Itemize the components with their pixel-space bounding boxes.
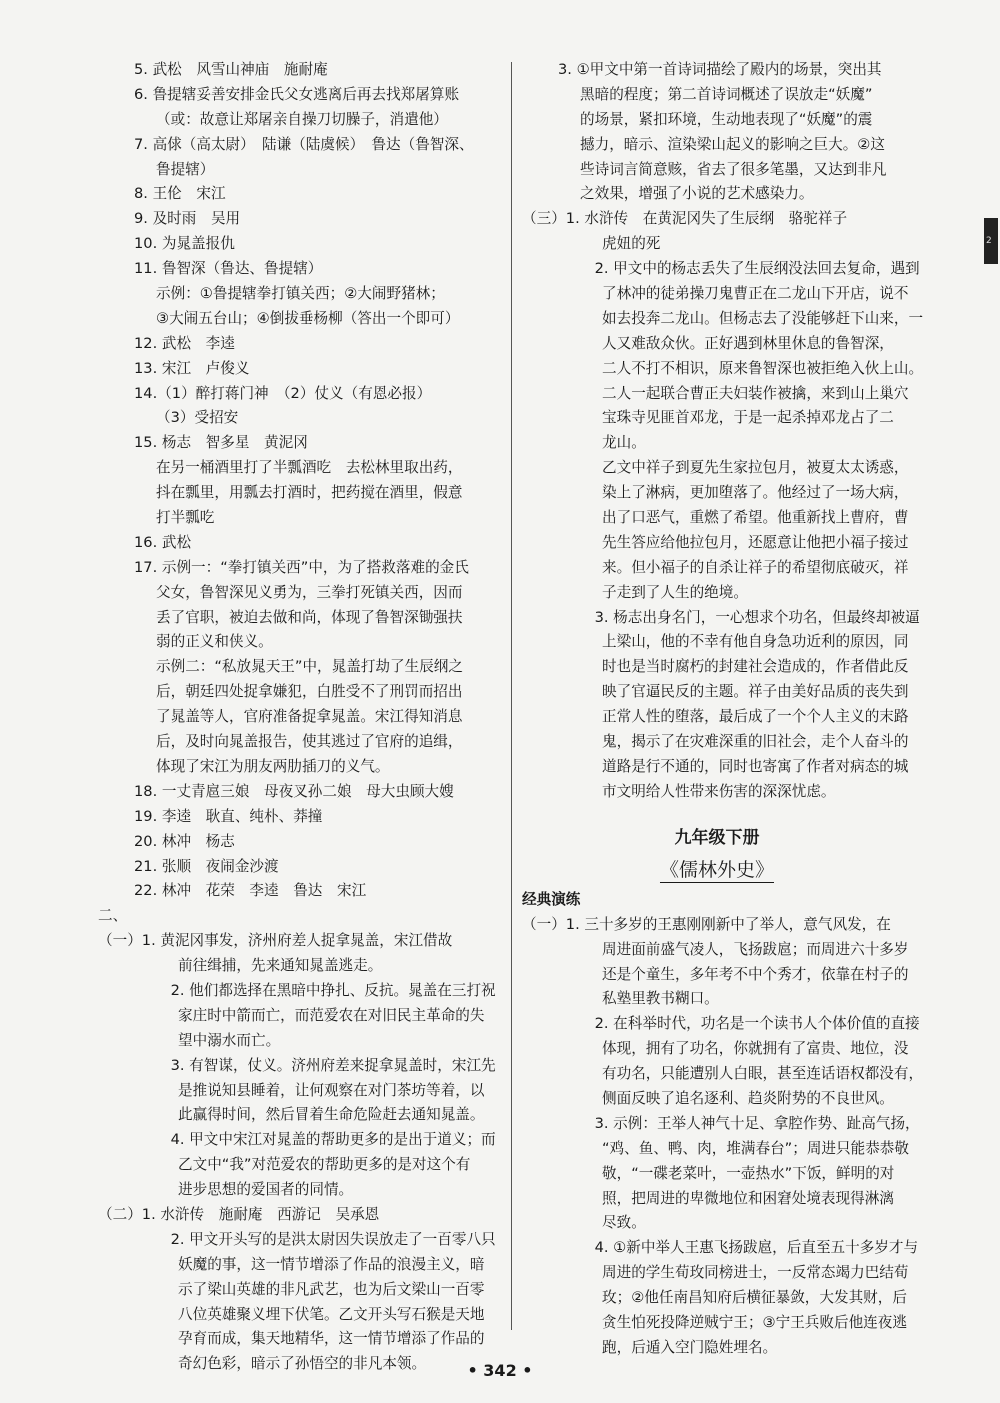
answer-line: 时也是当时腐朽的封建社会造成的，作者借此反 [602,658,909,676]
answer-line: 尽致。 [602,1214,646,1232]
answer-line: 乙文中“我”对范爱农的帮助更多的是对这个有 [178,1156,471,1174]
answer-line: 2. 在科举时代，功名是一个读书人个体价值的直接 [580,1015,920,1033]
answer-line: 示了梁山英雄的非凡武艺，也为后文梁山一百零 [178,1280,485,1298]
answer-line: 宝珠寺见匪首邓龙，于是一起杀掉邓龙占了二 [602,409,894,427]
answer-line: 3. ①甲文中第一首诗词描绘了殿内的场景，突出其 [558,61,882,78]
right-column [522,58,924,1361]
answer-line: 鬼，揭示了在灾难深重的旧社会，走个人奋斗的 [602,733,909,751]
book-title: 《儒林外史》 [659,858,774,881]
edge-tab-label: 2 [986,236,992,246]
answer-line: 出了口恶气，重燃了希望。他重新找上曹府，曹 [602,509,909,527]
answer-line: 玫；②他任南昌知府后横征暴敛，大发其财，后 [602,1289,907,1307]
answer-line: 八位英雄聚义埋下伏笔。乙文开头写石猴是天地 [178,1305,485,1323]
answer-line: 17. 示例一：“拳打镇关西”中，为了搭救落难的金氏 [134,558,469,576]
answer-line: 道路是行不通的，同时也寄寓了作者对病态的城 [602,757,909,775]
answer-line: 4. 甲文中宋江对晁盖的帮助更多的是出于道义；而 [156,1131,496,1149]
answer-line: 13. 宋江 卢俊义 [134,359,250,377]
answer-line: 此赢得时间，然后冒着生命危险赶去通知晁盖。 [178,1106,485,1124]
answer-line: 4. ①新中举人王惠飞扬跋扈，后直至五十多岁才与 [580,1239,919,1257]
answer-line: 望中溺水而亡。 [178,1031,281,1049]
answer-line: 鲁提辖） [156,160,215,178]
answer-line: 后，朝廷四处捉拿嫌犯，白胜受不了刑罚而招出 [156,683,463,701]
answer-line: 在另一桶酒里打了半瓢酒吃 去松林里取出药， [156,459,463,477]
answer-line: 二人一起联合曹正夫妇装作被擒，来到山上巢穴 [602,384,909,402]
answer-line: 染上了淋病，更加堕落了。他经过了一场大病， [602,484,909,502]
right-column-practice [522,913,924,1361]
column-divider [511,62,512,1330]
answer-line: 子走到了人生的绝境。 [602,583,748,601]
answer-line: 示例：①鲁提辖拳打镇关西；②大闹野猪林； [156,285,445,303]
answer-line: 8. 王伦 宋江 [134,185,226,203]
right-column-answers [522,58,924,805]
answer-line: 黑暗的程度；第二首诗词概述了误放走“妖魔” [580,85,873,103]
answer-line: 映了官逼民反的主题。祥子由美好品质的丧失到 [602,683,909,701]
answer-line: 周进的学生荀玫同榜进士，一反常态竭力巴结荀 [602,1264,909,1282]
answer-line: 12. 武松 李逵 [134,334,235,352]
answer-line: 是推说知县睡着，让何观察在对门茶坊等着，以 [178,1081,485,1099]
answer-line: 照，把周进的卑微地位和困窘处境表现得淋漓 [602,1189,894,1207]
answer-line: 父女，鲁智深见义勇为，三拳打死镇关西，因而 [156,583,463,601]
answer-line: 贪生怕死投降逆贼宁王；③宁王兵败后他连夜逃 [602,1313,907,1331]
answer-line: 5. 武松 风雪山神庙 施耐庵 [134,61,328,78]
answer-line: 19. 李逵 耿直、纯朴、莽撞 [134,807,323,825]
answer-line: 后，及时向晁盖报告，使其逃过了官府的追缉， [156,733,463,751]
answer-line: 弱的正义和侠义。 [156,633,273,651]
answer-line: 21. 张顺 夜闹金沙渡 [134,857,279,875]
answer-line: （一）1. 三十多岁的王惠刚刚新中了举人，意气风发，在 [522,915,891,933]
answer-line: （或：故意让郑屠亲自操刀切臊子，消遣他） [156,110,448,128]
answer-line: 家庄时中箭而亡，而范爱农在对旧民主革命的失 [178,1006,485,1024]
answer-line: 些诗词言简意赅，省去了很多笔墨，又达到非凡 [580,160,887,178]
answer-line: （3）受招安 [156,409,239,427]
answer-line: 跑，后遁入空门隐姓埋名。 [602,1338,778,1356]
left-column [98,58,503,1377]
answer-line: 15. 杨志 智多星 黄泥冈 [134,434,308,452]
page-number: • 342 • [467,1361,533,1380]
answer-line: 人又难敌众伙。正好遇到林里休息的鲁智深， [602,334,894,352]
answer-line: 来。但小福子的自杀让祥子的希望彻底破灭，祥 [602,558,909,576]
answer-line: 市文明给人性带来伤害的深深忧虑。 [602,782,836,800]
answer-line: 了晁盖等人，官府准备捉拿晁盖。宋江得知消息 [156,708,463,726]
answer-line: 3. 示例：王举人神气十足、拿腔作势、趾高气扬， [580,1114,920,1132]
answer-line: 11. 鲁智深（鲁达、鲁提辖） [134,260,323,278]
answer-line: 龙山。 [602,434,646,452]
answer-line: 侧面反映了追名逐利、趋炎附势的不良世风。 [602,1089,894,1107]
practice-tag: 经典演练 [522,890,581,908]
answer-line: （二）1. 水浒传 施耐庵 西游记 吴承恩 [98,1205,380,1223]
answer-line: 抖在瓢里，用瓢去打酒时，把药搅在酒里，假意 [156,484,463,502]
answer-line: 二、 [98,907,128,925]
answer-line: 先生答应给他拉包月，还愿意让他把小福子接过 [602,533,909,551]
answer-line: ③大闹五台山；④倒拔垂杨柳（答出一个即可） [156,309,460,327]
answer-line: 上梁山，他的不幸有他自身急功近利的原因，同 [602,633,909,651]
answer-line: （一）1. 黄泥冈事发，济州府差人捉拿晁盖，宋江借故 [98,932,453,950]
answer-line: 私塾里教书糊口。 [602,990,719,1008]
answer-line: 16. 武松 [134,533,192,551]
answer-line: 周进面前盛气凌人，飞扬跋扈；而周进六十多岁 [602,940,909,958]
answer-line: 之效果，增强了小说的艺术感染力。 [580,185,814,203]
answer-line: 10. 为晁盖报仇 [134,235,235,253]
answer-line: 2. 他们都选择在黑暗中挣扎、反抗。晁盖在三打祝 [156,981,496,999]
answer-line: 3. 有智谋，仗义。济州府差来捉拿晁盖时，宋江先 [156,1056,496,1074]
answer-line: 奇幻色彩，暗示了孙悟空的非凡本领。 [178,1355,427,1373]
answer-line: 虎妞的死 [602,235,661,253]
answer-line: 7. 高俅（高太尉） 陆谦（陆虞候） 鲁达（鲁智深、 [134,135,474,153]
answer-line: 孕育而成，集天地精华，这一情节增添了作品的 [178,1330,485,1348]
answer-line: 的场景，紧扣环境，生动地表现了“妖魔”的震 [580,110,873,128]
answer-line: 撼力，暗示、渲染梁山起义的影响之巨大。②这 [580,135,885,153]
answer-line: 二人不打不相识，原来鲁智深也被拒绝入伙上山。 [602,359,924,377]
answer-line: 打半瓢吃 [156,509,215,527]
answer-line: 22. 林冲 花荣 李逵 鲁达 宋江 [134,882,367,900]
answer-line: 20. 林冲 杨志 [134,832,235,850]
answer-line: 敬，“一碟老菜叶，一壶热水”下饭，鲜明的对 [602,1164,895,1182]
answer-line: “鸡、鱼、鸭、肉，堆满春台”；周进只能恭恭敬 [602,1139,909,1157]
answer-line: 14.（1）醉打蒋门神 （2）仗义（有恩必报） [134,384,432,402]
answer-line: 6. 鲁提辖妥善安排金氏父女逃离后再去找郑屠算账 [134,85,460,103]
answer-line: 了林冲的徒弟操刀鬼曹正在二龙山下开店，说不 [602,285,909,303]
answer-line: 妖魔的事，这一情节增添了作品的浪漫主义，暗 [178,1255,485,1273]
section-title: 九年级下册 [674,827,760,848]
answer-line: 9. 及时雨 吴用 [134,210,241,228]
answer-line: 2. 甲文开头写的是洪太尉因失误放走了一百零八只 [156,1230,496,1248]
answer-line: 体现了宋江为朋友两肋插刀的义气。 [156,757,390,775]
answer-line: 体现，拥有了功名，你就拥有了富贵、地位，没 [602,1040,909,1058]
answer-line: 2. 甲文中的杨志丢失了生辰纲没法回去复命，遇到 [580,260,920,278]
answer-line: 乙文中祥子到夏先生家拉包月，被夏太太诱惑， [602,459,909,477]
answer-line: 如去投奔二龙山。但杨志去了没能够赶下山来，一 [602,309,924,327]
answer-line: 示例二：“私放晁天王”中，晁盖打劫了生辰纲之 [156,658,463,676]
answer-line: 正常人性的堕落，最后成了一个个人主义的末路 [602,708,909,726]
answer-line: 18. 一丈青扈三娘 母夜叉孙二娘 母大虫顾大嫂 [134,782,454,800]
answer-line: 有功名，只能遭别人白眼，甚至连话语权都没有， [602,1065,924,1083]
answer-line: （三）1. 水浒传 在黄泥冈失了生辰纲 骆驼祥子 [522,210,848,228]
answer-line: 3. 杨志出身名门，一心想求个功名，但最终却被逼 [580,608,920,626]
answer-line: 进步思想的爱国者的同情。 [178,1181,354,1199]
edge-tab-marker [984,218,998,264]
answer-line: 还是个童生，多年考不中个秀才，依靠在村子的 [602,965,909,983]
answer-line: 丢了官职，被迫去做和尚，体现了鲁智深锄强扶 [156,608,463,626]
answer-line: 前往缉捕，先来通知晁盖逃走。 [178,957,383,975]
